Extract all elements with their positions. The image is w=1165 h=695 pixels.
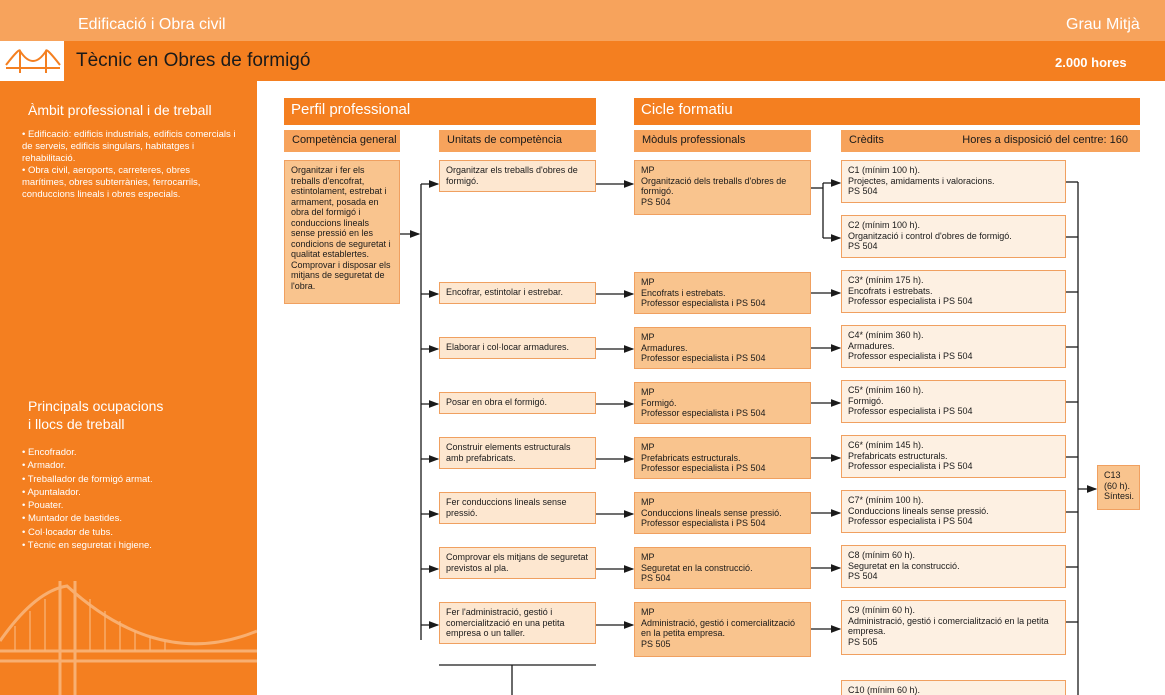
page-title: Tècnic en Obres de formigó	[76, 50, 311, 71]
synthesis-box	[1097, 465, 1140, 510]
credit-box	[841, 545, 1066, 588]
credit-box	[841, 325, 1066, 368]
credit-box	[841, 160, 1066, 203]
family-label: Edificació i Obra civil	[78, 16, 226, 33]
module-name: Conduccions lineals sense pressió.	[641, 507, 782, 518]
credit-teacher: PS 505	[848, 636, 878, 647]
total-hours: 2.000 hores	[1055, 55, 1127, 70]
module-name: Prefabricats estructurals.	[641, 452, 741, 463]
credit-box	[841, 600, 1066, 655]
credit-name: Encofrats i estrebats.	[848, 285, 933, 296]
module-code: MP	[641, 607, 655, 617]
module-code: MP	[641, 165, 655, 175]
unit-box: Elaborar i col·locar armadures.	[439, 337, 596, 359]
unit-box: Encofrar, estintolar i estrebar.	[439, 282, 596, 304]
credit-title: C6* (mínim 145 h).	[848, 440, 924, 450]
credit-box	[841, 215, 1066, 258]
credit-name: Seguretat en la construcció.	[848, 560, 960, 571]
module-box	[634, 382, 811, 424]
module-name: Administració, gestió i comercialització en la petita empresa.	[641, 617, 796, 638]
credit-box	[841, 680, 1066, 695]
module-code: MP	[641, 332, 655, 342]
list-item: • Muntador de bastides.	[22, 512, 237, 525]
module-teacher: PS 504	[641, 573, 671, 583]
credit-name: Projectes, amidaments i valoracions.	[848, 175, 995, 186]
unit-box: Fer l'administració, gestió i comercialització en una petita empresa o un taller.	[439, 602, 596, 644]
credit-title: C10 (mínim 60 h).	[848, 685, 921, 695]
credit-box	[841, 490, 1066, 533]
center-hours: Hores a disposició del centre: 160	[962, 134, 1128, 146]
credit-teacher: PS 504	[848, 571, 878, 581]
unit-box: Comprovar els mitjans de seguretat previstos al pla.	[439, 547, 596, 579]
unit-box: Posar en obra el formigó.	[439, 392, 596, 414]
credit-box	[841, 435, 1066, 478]
cicle-header: Cicle formatiu	[634, 98, 1140, 125]
list-item: • Col·locador de tubs.	[22, 526, 237, 539]
list-item: • Pouater.	[22, 499, 237, 512]
module-teacher: Professor especialista i PS 504	[641, 408, 766, 418]
credit-name: Organització i control d'obres de formigó.	[848, 230, 1012, 241]
module-box	[634, 327, 811, 369]
module-name: Seguretat en la construcció.	[641, 562, 753, 573]
module-name: Organització dels treballs d'obres de formigó.	[641, 175, 787, 196]
module-code: MP	[641, 277, 655, 287]
credit-title: C2 (mínim 100 h).	[848, 220, 921, 230]
credits-label: Crèdits	[849, 134, 884, 146]
occupations-heading-line1: Principals ocupacions	[28, 398, 164, 414]
module-teacher: PS 504	[641, 196, 671, 207]
perfil-header: Perfil professional	[284, 98, 596, 125]
list-item: • Encofrador.	[22, 446, 237, 459]
credit-name: Administració, gestió i comercialització en la petita empresa.	[848, 615, 1049, 636]
col-units: Unitats de competència	[439, 130, 596, 152]
scope-heading: Àmbit professional i de treball	[28, 102, 212, 118]
unit-box: Construir elements estructurals amb prefabricats.	[439, 437, 596, 469]
credit-teacher: Professor especialista i PS 504	[848, 351, 973, 361]
general-competence-box: Organitzar i fer els treballs d'encofrat, estintolament, estrebat i armament, posada en obra del formigó i conduccions lineals sense pressió en les condicions de seguretat i qualitat establertes. Comprovar i disposar els mitjans de seguretat de l'obra.	[284, 160, 400, 304]
module-name: Encofrats i estrebats.	[641, 287, 726, 298]
unit-box: Fer conduccions lineals sense pressió.	[439, 492, 596, 524]
credit-box	[841, 380, 1066, 423]
credit-title: C3* (mínim 175 h).	[848, 275, 924, 285]
module-code: MP	[641, 387, 655, 397]
credit-teacher: Professor especialista i PS 504	[848, 461, 973, 471]
credit-title: C9 (mínim 60 h).	[848, 605, 916, 615]
module-teacher: PS 505	[641, 638, 671, 649]
credit-teacher: Professor especialista i PS 504	[848, 516, 973, 526]
credit-title: C8 (mínim 60 h).	[848, 550, 916, 560]
credit-teacher: PS 504	[848, 241, 878, 251]
module-box	[634, 602, 811, 657]
credit-box	[841, 270, 1066, 313]
list-item: • Obra civil, aeroports, carreteres, obres marítimes, obres subterrànies, ferrocarrils, conduccions lineals i obres especials.	[22, 165, 237, 201]
unit-box: Organitzar els treballs d'obres de formigó.	[439, 160, 596, 192]
module-name: Formigó.	[641, 397, 677, 408]
list-item: • Edificació: edificis industrials, edificis comercials i de serveis, edificis singulars, habitatges i rehabilitació.	[22, 129, 237, 165]
module-teacher: Professor especialista i PS 504	[641, 518, 766, 528]
module-box	[634, 547, 811, 589]
module-box	[634, 272, 811, 314]
module-box	[634, 160, 811, 215]
module-box	[634, 492, 811, 534]
occupations-heading-line2: i llocs de treball	[28, 416, 125, 432]
module-name: Armadures.	[641, 342, 688, 353]
level-label: Grau Mitjà	[1066, 16, 1140, 33]
col-general: Competència general	[284, 130, 400, 152]
credit-title: C4* (mínim 360 h).	[848, 330, 924, 340]
synthesis-code: C13	[1104, 470, 1121, 480]
credit-name: Conduccions lineals sense pressió.	[848, 505, 989, 516]
list-item: • Armador.	[22, 459, 237, 472]
credit-name: Prefabricats estructurals.	[848, 450, 948, 461]
module-code: MP	[641, 552, 655, 562]
credit-title: C5* (mínim 160 h).	[848, 385, 924, 395]
credit-teacher: Professor especialista i PS 504	[848, 406, 973, 416]
list-item: • Tècnic en seguretat i higiene.	[22, 539, 237, 552]
synthesis-hours: (60 h).	[1104, 480, 1131, 491]
module-code: MP	[641, 442, 655, 452]
credit-teacher: Professor especialista i PS 504	[848, 296, 973, 306]
col-modules: Mòduls professionals	[634, 130, 811, 152]
credit-name: Armadures.	[848, 340, 895, 351]
credit-title: C7* (mínim 100 h).	[848, 495, 924, 505]
credit-title: C1 (mínim 100 h).	[848, 165, 921, 175]
module-teacher: Professor especialista i PS 504	[641, 298, 766, 308]
list-item: • Treballador de formigó armat.	[22, 473, 237, 486]
module-teacher: Professor especialista i PS 504	[641, 463, 766, 473]
credit-teacher: PS 504	[848, 186, 878, 196]
credit-name: Formigó.	[848, 395, 884, 406]
module-code: MP	[641, 497, 655, 507]
synthesis-name: Síntesi.	[1104, 491, 1135, 501]
module-box	[634, 437, 811, 479]
module-teacher: Professor especialista i PS 504	[641, 353, 766, 363]
list-item: • Apuntalador.	[22, 486, 237, 499]
